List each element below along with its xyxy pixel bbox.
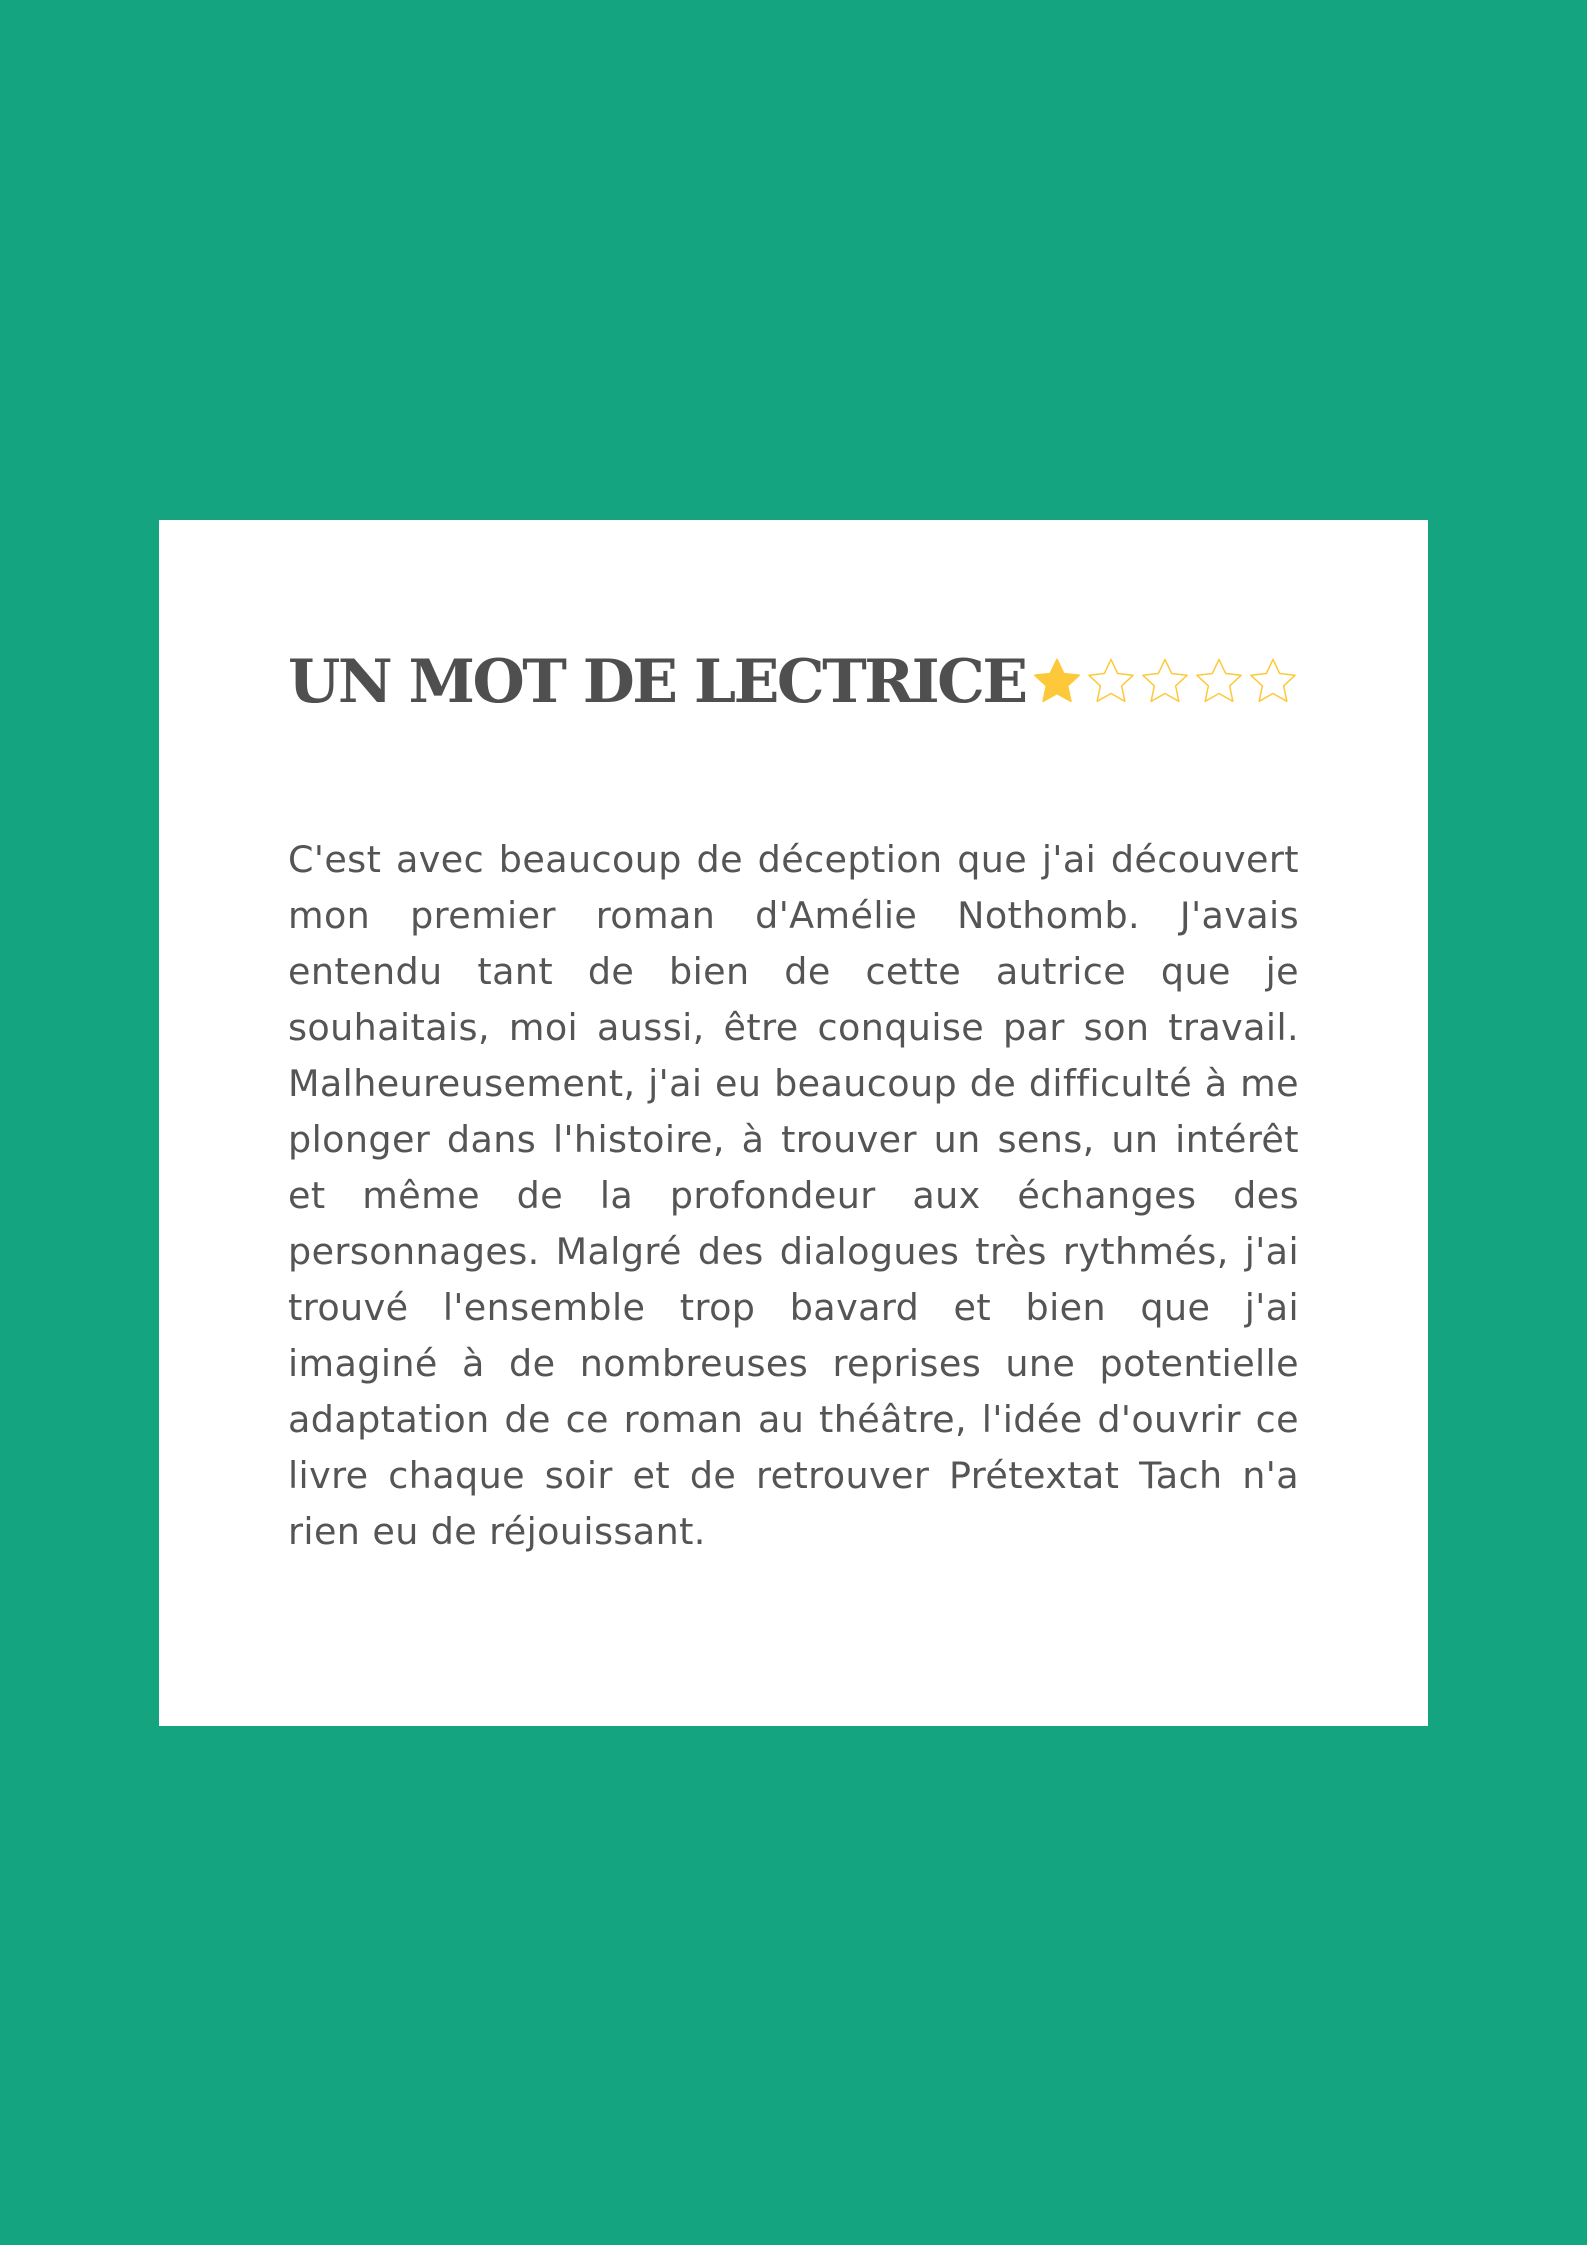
star-outline-icon [1247, 656, 1299, 708]
review-text: C'est avec beaucoup de déception que j'ai découvert mon premier roman d'Amélie Nothomb. J'avais entendu tant de bien de cette autrice que je souhaitais, moi aussi, être conquise par son travail. Malheureusement, j'ai eu beaucoup de difficulté à me plonger dans l'histoire, à trouver un sens, un intérêt et même de la profondeur aux échanges des personnages. Malgré des dialogues très rythmés, j'ai trouvé l'ensemble trop bavard et bien que j'ai imaginé à de nombreuses reprises une potentielle adaptation de ce roman au théâtre, l'idée d'ouvrir ce livre chaque soir et de retrouver Prétextat Tach n'a rien eu de réjouissant. [288, 838, 1299, 1553]
star-rating [1031, 656, 1299, 708]
review-card [159, 520, 1428, 1726]
star-filled-icon [1031, 656, 1083, 708]
star-outline-icon [1139, 656, 1191, 708]
star-outline-icon [1193, 656, 1245, 708]
review-title: UN MOT DE LECTRICE [288, 647, 1026, 717]
review-header [288, 632, 1299, 732]
star-outline-icon [1085, 656, 1137, 708]
